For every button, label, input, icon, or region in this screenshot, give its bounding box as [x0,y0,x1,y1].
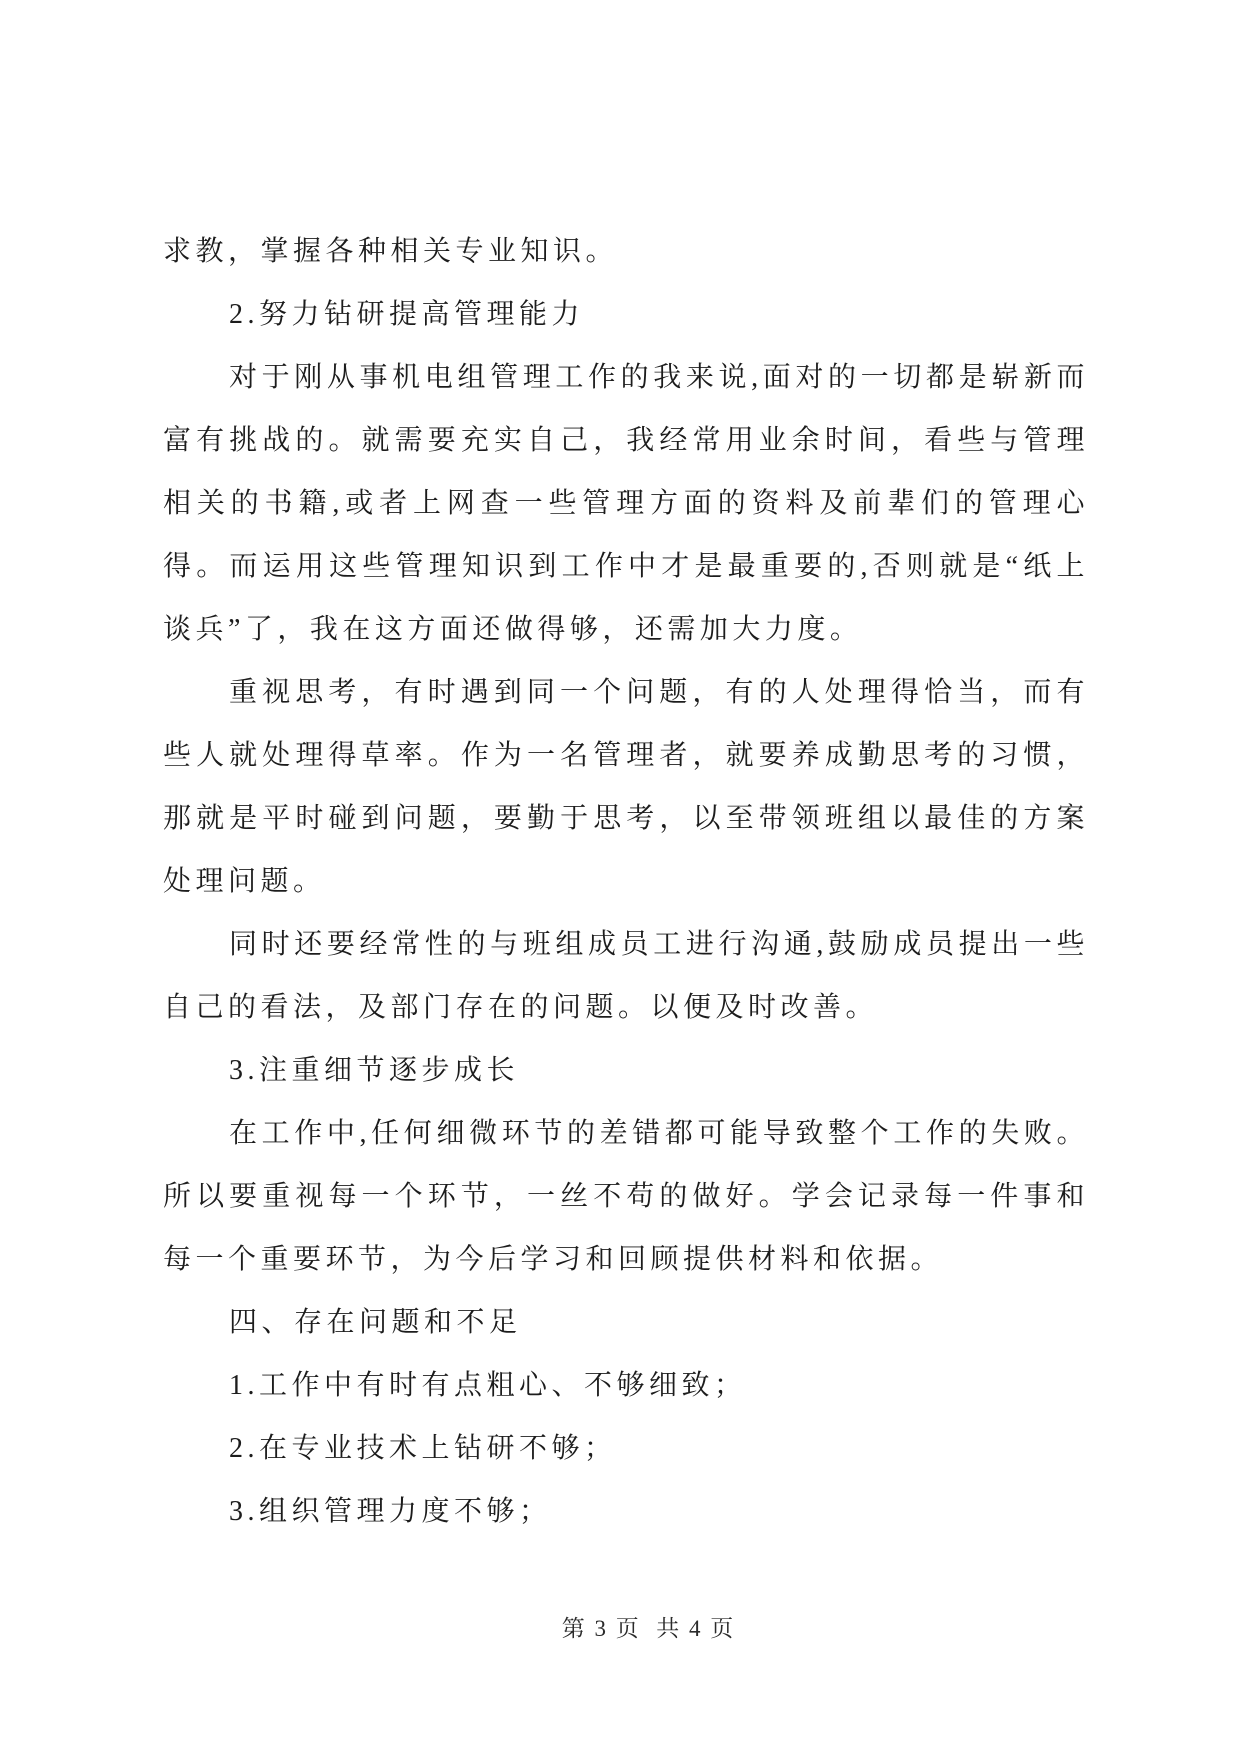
paragraph-continuation: 求教，掌握各种相关专业知识。 [163,236,619,267]
paragraph-body: 重视思考，有时遇到同一个问题，有的人处理得恰当，而有些人就处理得草率。作为一名管理者，就要养成勤思考的习惯，那就是平时碰到问题，要勤于思考，以至带领班组以最佳的方案处理问题。 [163,677,1089,897]
paragraph-list-item: 2.在专业技术上钻研不够； [229,1433,617,1464]
document-body [163,220,1089,1543]
paragraph-body: 同时还要经常性的与班组成员工进行沟通,鼓励成员提出一些自己的看法，及部门存在的问题。以便及时改善。 [163,929,1089,1023]
paragraph-body: 在工作中,任何细微环节的差错都可能导致整个工作的失败。所以要重视每一个环节，一丝不苟的做好。学会记录每一件事和每一个重要环节，为今后学习和回顾提供材料和依据。 [163,1118,1089,1275]
page-number-footer: 第 3 页 共 4 页 [561,1616,736,1641]
paragraph-section-heading: 四、存在问题和不足 [229,1307,522,1338]
paragraph-heading-3: 3.注重细节逐步成长 [229,1055,520,1086]
paragraph-heading-2: 2.努力钻研提高管理能力 [229,299,585,330]
paragraph-list-item: 1.工作中有时有点粗心、不够细致； [229,1370,747,1401]
paragraph-body: 对于刚从事机电组管理工作的我来说,面对的一切都是崭新而富有挑战的。就需要充实自己，我经常用业余时间，看些与管理相关的书籍,或者上网查一些管理方面的资料及前辈们的管理心得。而运用这些管理知识到工作中才是最重要的,否则就是“纸上谈兵”了，我在这方面还做得够，还需加大力度。 [163,362,1089,645]
paragraph-list-item: 3.组织管理力度不够； [229,1496,552,1527]
